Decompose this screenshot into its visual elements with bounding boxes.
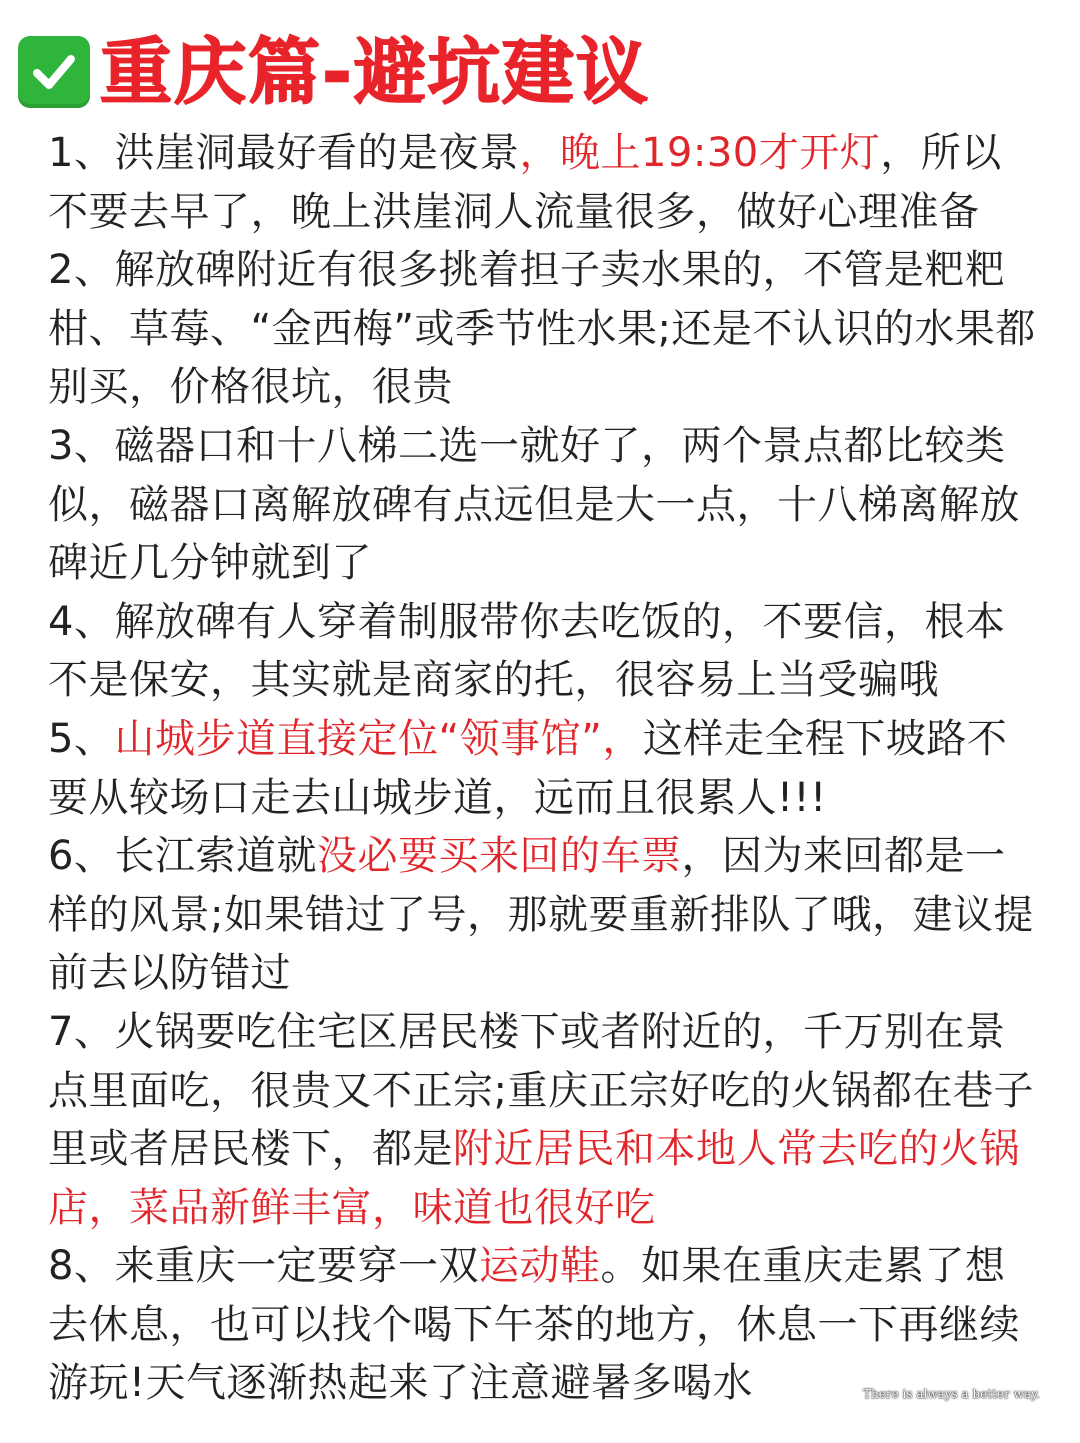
tip-text: 8、来重庆一定要穿一双: [48, 1243, 479, 1290]
tip-text: 6、长江索道就: [48, 833, 317, 880]
tip-text: 这样走全程下坡路不要从较场口走去山城步道，远而且很累人!!!: [48, 715, 1008, 821]
tip-text: 2、解放碑附近有很多挑着担子卖水果的，不管是粑粑柑、草莓、“金西梅”或季节性水果;还是不认识的水果都别买，价格很坑，很贵: [48, 247, 1036, 411]
tip-text: 7、火锅要吃住宅区居民楼下或者附近的，千万别在景点里面吃，很贵又不正宗;重庆正宗好吃的火锅都在巷子里或者居民楼下，都是: [48, 1008, 1034, 1173]
tip-item-2: [48, 241, 1038, 417]
tip-text: 4、解放碑有人穿着制服带你去吃饭的，不要信，根本不是保安，其实就是商家的托，很容易上当受骗哦: [48, 598, 1006, 704]
tip-item-6: [48, 827, 1038, 1003]
tip-highlight: 附近居民和本地人常去吃的火锅店，菜品新鲜丰富，味道也很好吃: [48, 1126, 1020, 1231]
tip-text: 。如果在重庆走累了想去休息，也可以找个喝下午茶的地方，休息一下再继续游玩!天气逐渐热起来了注意避暑多喝水: [48, 1243, 1020, 1407]
tip-item-1: [48, 124, 1038, 241]
header: [18, 22, 650, 122]
tip-item-4: [48, 593, 1038, 710]
tip-item-5: [48, 710, 1038, 827]
tip-item-3: [48, 417, 1038, 593]
tip-text: 1、洪崖洞最好看的是夜景: [48, 130, 520, 176]
watermark-text: There is always a better way.: [863, 1387, 1040, 1401]
tip-text: ，因为来回都是一样的风景;如果错过了号，那就要重新排队了哦，建议提前去以防错过: [48, 833, 1034, 997]
tip-highlight: 没必要买来回的车票: [316, 833, 682, 880]
page-title: 重庆篇-避坑建议: [100, 30, 650, 114]
tip-highlight: ，晚上19:30才开灯: [519, 130, 881, 176]
check-mark-icon: [18, 36, 90, 108]
tip-item-7: [48, 1003, 1038, 1237]
tip-highlight: 山城步道直接定位“领事馆”，: [114, 715, 643, 762]
tip-text: ，所以不要去早了，晚上洪崖洞人流量很多，做好心理准备: [48, 130, 1002, 235]
tip-text: 5、: [48, 715, 115, 762]
tip-text: 3、磁器口和十八梯二选一就好了，两个景点都比较类似，磁器口离解放碑有点远但是大一点，十八梯离解放碑近几分钟就到了: [48, 422, 1020, 587]
tips-list: [48, 124, 1038, 1413]
tip-highlight: 运动鞋: [478, 1243, 601, 1290]
